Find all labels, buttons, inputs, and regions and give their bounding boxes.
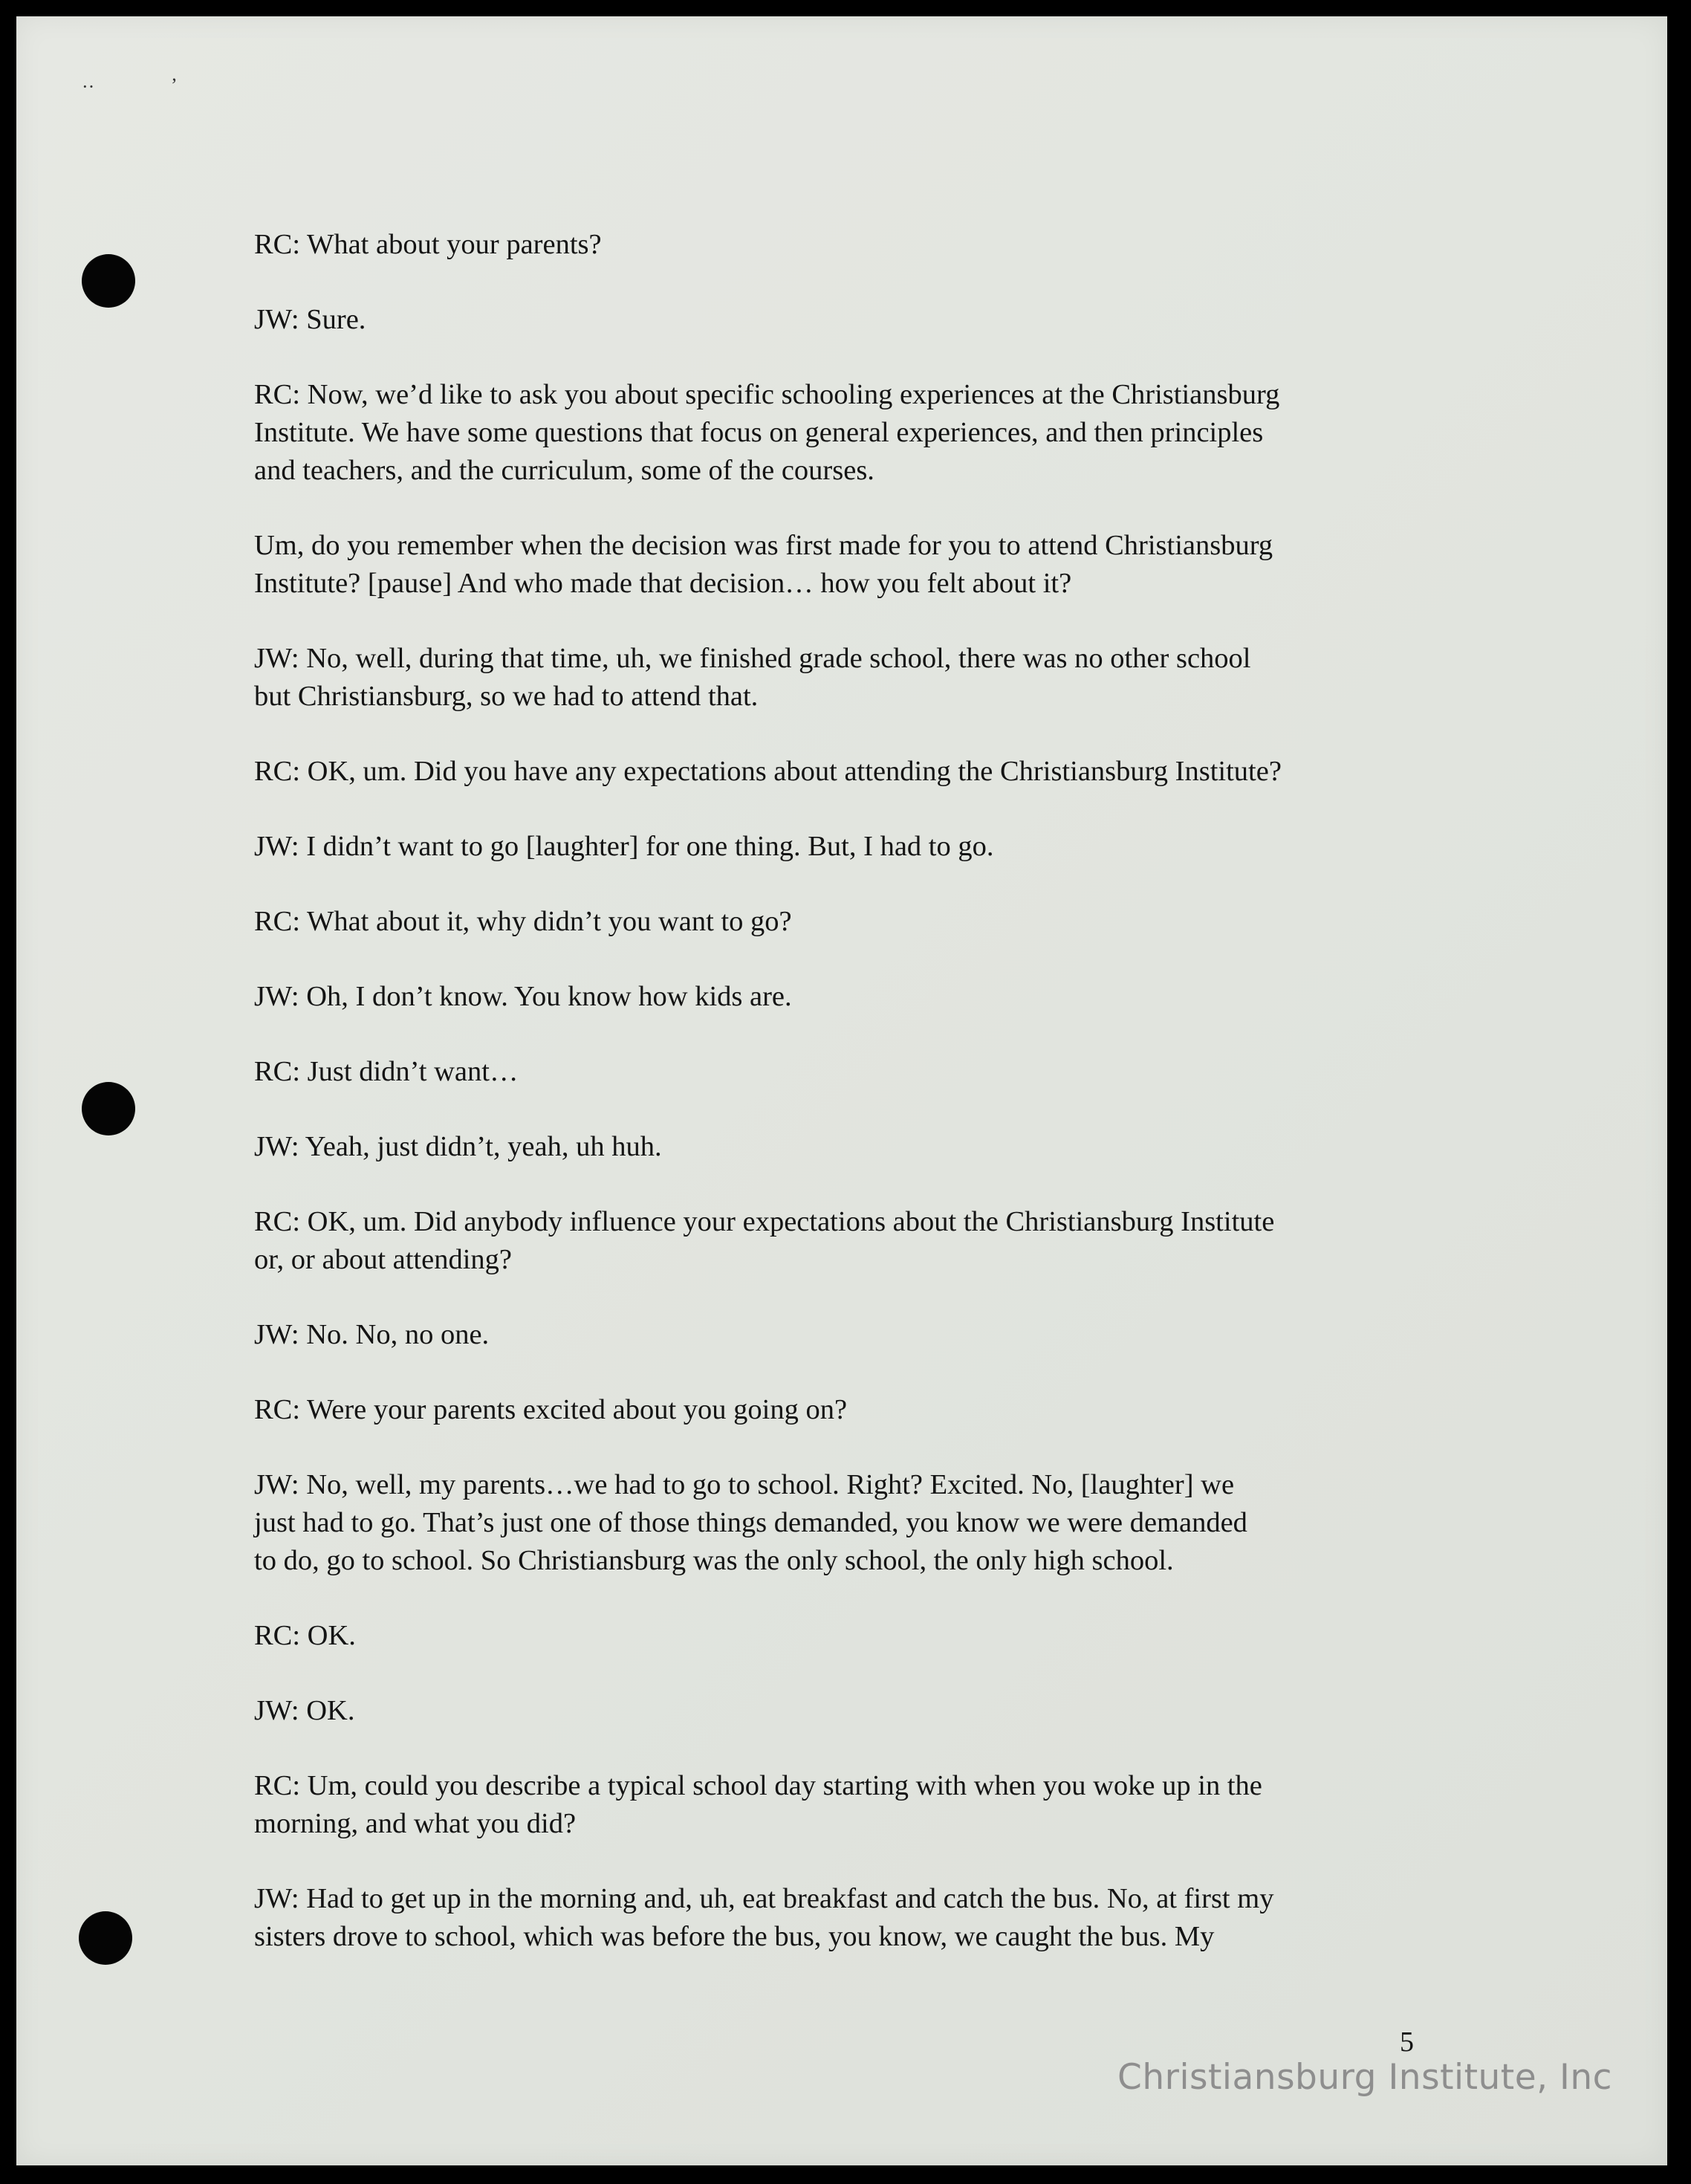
transcript-line: Um, do you remember when the decision was first made for you to attend Christiansburg — [254, 530, 1273, 561]
paper-sheet — [16, 16, 1667, 2165]
transcript-paragraph — [254, 1128, 1473, 1166]
transcript-line: RC: Now, we’d like to ask you about specific schooling experiences at the Christiansburg — [254, 379, 1280, 410]
transcript-line: but Christiansburg, so we had to attend that. — [254, 681, 759, 712]
transcript-line: JW: Sure. — [254, 304, 366, 335]
transcript-line: sisters drove to school, which was before the bus, you know, we caught the bus. My — [254, 1921, 1215, 1952]
transcript-line: JW: No. No, no one. — [254, 1319, 490, 1350]
transcript-line: RC: Were your parents excited about you going on? — [254, 1394, 848, 1425]
transcript-line: RC: What about it, why didn’t you want to go? — [254, 906, 792, 937]
transcript-paragraph — [254, 301, 1473, 339]
transcript-line: and teachers, and the curriculum, some of the courses. — [254, 455, 874, 486]
transcript-paragraph — [254, 527, 1473, 603]
transcript-paragraph — [254, 828, 1473, 866]
punch-hole-bottom — [79, 1911, 132, 1965]
transcript-line: JW: Yeah, just didn’t, yeah, uh huh. — [254, 1131, 662, 1162]
transcript-paragraph — [254, 1316, 1473, 1354]
punch-hole-top — [82, 254, 135, 308]
transcript-line: Institute? [pause] And who made that decision… how you felt about it? — [254, 568, 1072, 599]
scan-speck: ·· — [82, 76, 95, 97]
scan-speck: ’ — [171, 74, 178, 96]
transcript-line: RC: What about your parents? — [254, 229, 602, 260]
watermark: Christiansburg Institute, Inc — [1117, 2057, 1612, 2098]
page-number: 5 — [1400, 2026, 1414, 2058]
transcript-line: JW: Had to get up in the morning and, uh, eat breakfast and catch the bus. No, at first my — [254, 1883, 1274, 1914]
transcript-line: RC: OK, um. Did you have any expectations about attending the Christiansburg Institute? — [254, 756, 1282, 787]
transcript-line: JW: No, well, my parents…we had to go to school. Right? Excited. No, [laughter] we — [254, 1469, 1235, 1500]
transcript-line: to do, go to school. So Christiansburg was the only school, the only high school. — [254, 1545, 1174, 1576]
transcript-line: JW: OK. — [254, 1695, 355, 1726]
transcript-line: RC: Um, could you describe a typical school day starting with when you woke up in the — [254, 1770, 1262, 1801]
transcript-line: RC: OK, um. Did anybody influence your expectations about the Christiansburg Institute — [254, 1206, 1275, 1237]
transcript-line: JW: I didn’t want to go [laughter] for one thing. But, I had to go. — [254, 831, 994, 862]
transcript-line: just had to go. That’s just one of those things demanded, you know we were demanded — [254, 1507, 1247, 1538]
transcript-paragraph — [254, 1767, 1473, 1843]
transcript-line: or, or about attending? — [254, 1244, 512, 1275]
transcript-paragraph — [254, 1203, 1473, 1279]
transcript-paragraph — [254, 1617, 1473, 1655]
transcript-line: RC: Just didn’t want… — [254, 1056, 519, 1087]
transcript-line: Institute. We have some questions that focus on general experiences, and then principles — [254, 417, 1264, 448]
transcript-paragraph — [254, 1391, 1473, 1429]
transcript-line: RC: OK. — [254, 1620, 356, 1651]
transcript-paragraph — [254, 978, 1473, 1016]
transcript-paragraph — [254, 640, 1473, 716]
transcript-line: JW: Oh, I don’t know. You know how kids are. — [254, 981, 792, 1012]
punch-hole-middle — [82, 1082, 135, 1135]
transcript-paragraph — [254, 1692, 1473, 1730]
transcript-paragraph — [254, 226, 1473, 264]
transcript-paragraph — [254, 753, 1473, 791]
transcript-paragraph — [254, 903, 1473, 941]
transcript-paragraph — [254, 376, 1473, 490]
transcript-paragraph — [254, 1880, 1473, 1956]
transcript-line: morning, and what you did? — [254, 1808, 577, 1839]
transcript-body — [254, 226, 1473, 1993]
transcript-paragraph — [254, 1466, 1473, 1580]
transcript-paragraph — [254, 1053, 1473, 1091]
transcript-line: JW: No, well, during that time, uh, we finished grade school, there was no other school — [254, 643, 1251, 674]
